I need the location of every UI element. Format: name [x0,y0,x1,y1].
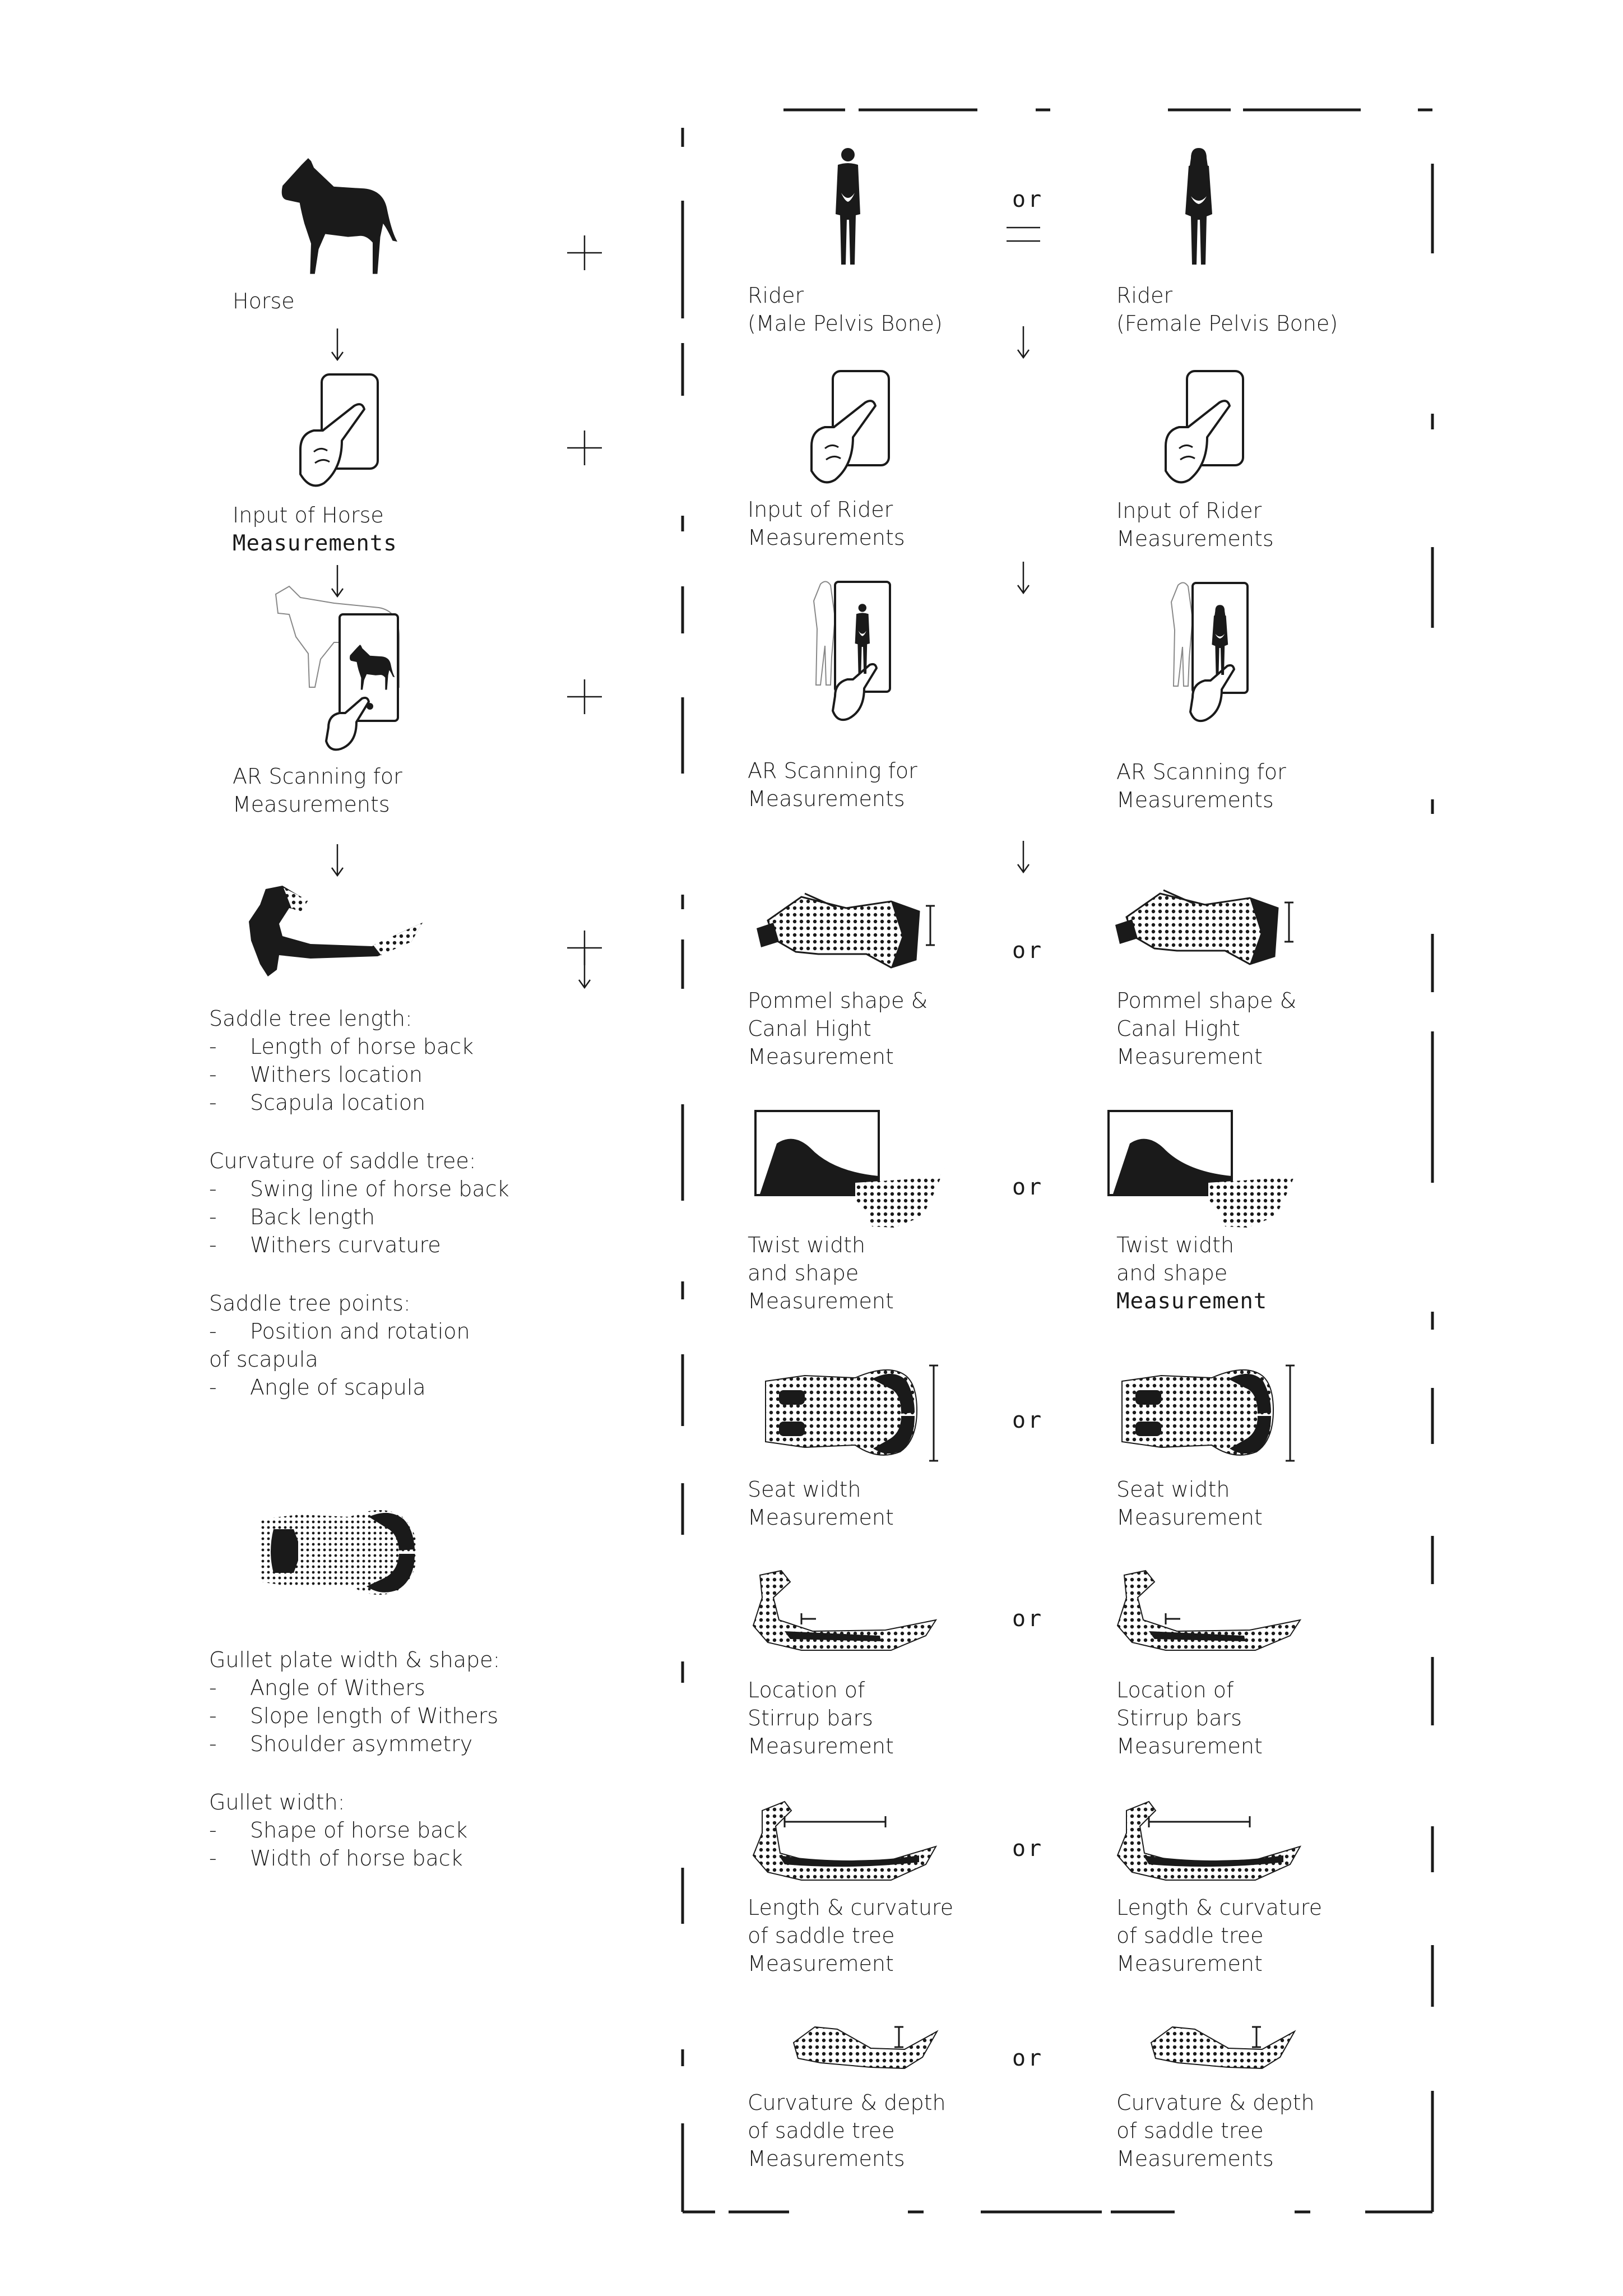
or-operator: or [1012,187,1044,212]
male-pommel-label: Pommel shape & [748,988,928,1013]
female-stirrup-label: Stirrup bars [1116,1706,1242,1730]
gullet-plate-title: Gullet plate width & shape: [209,1647,500,1672]
male-rider-title: Rider [748,283,804,308]
male-length-label: Length & curvature [748,1895,954,1920]
female-pommel-label: Pommel shape & [1116,988,1297,1013]
horse-ar-label: AR Scanning for [233,764,402,789]
female-length-label: of saddle tree [1116,1923,1264,1948]
ar-scan-rider-icon [1161,580,1255,748]
pommel-shape-icon [751,891,942,975]
female-input-label: Input of Rider [1116,498,1262,523]
female-seat-label: Seat width [1116,1477,1230,1502]
horse-ar-label-2: Measurements [233,792,390,817]
tree-length-item: Withers location [250,1062,423,1087]
female-ar-label: AR Scanning for [1116,760,1286,784]
male-twist-label: Measurement [748,1289,894,1313]
female-pommel-label: Canal Hight [1116,1016,1240,1041]
phone-touch-icon [808,370,892,489]
female-twist-label: Measurement [1116,1289,1268,1314]
tree-length-item: Scapula location [250,1090,426,1115]
female-stirrup-label: Location of [1116,1678,1234,1702]
seat-width-icon [754,1362,942,1463]
points-item: Angle of scapula [250,1375,426,1400]
male-ar-label-2: Measurements [748,786,905,811]
male-input-label-2: Measurements [748,525,905,550]
female-depth-label: of saddle tree [1116,2118,1264,2143]
female-length-label: Length & curvature [1116,1895,1323,1920]
seat-width-icon [1111,1362,1298,1463]
stirrup-bars-icon [751,1570,942,1654]
male-twist-label: Twist width [748,1233,866,1257]
gullet-width-title: Gullet width: [209,1790,345,1814]
twist-shape-icon [1107,1110,1298,1228]
pommel-shape-icon [1110,888,1300,972]
gullet-plate-item: Shoulder asymmetry [250,1732,473,1756]
female-ar-label-2: Measurements [1116,788,1274,812]
twist-shape-icon [754,1110,945,1228]
male-length-label: of saddle tree [748,1923,895,1948]
points-item: Position and rotation [250,1319,470,1344]
male-rider-icon [832,147,864,266]
horse-input-label: Input of Horse [233,503,384,527]
horse-label: Horse [233,289,295,313]
female-rider-title: Rider [1116,283,1173,308]
female-seat-label: Measurement [1116,1505,1263,1530]
tree-length-icon [1115,1799,1306,1883]
male-depth-label: Measurements [748,2146,905,2171]
female-depth-label: Curvature & depth [1116,2090,1315,2115]
tree-depth-icon [1144,2024,1301,2074]
phone-touch-icon [297,373,381,492]
male-pommel-label: Canal Hight [748,1016,871,1041]
male-stirrup-label: Measurement [748,1734,894,1758]
curvature-item: Withers curvature [250,1233,441,1257]
female-pommel-label: Measurement [1116,1044,1263,1069]
male-pommel-label: Measurement [748,1044,894,1069]
gullet-width-item: Shape of horse back [250,1818,468,1843]
points-item-cont: of scapula [209,1347,318,1372]
female-twist-label: and shape [1116,1261,1228,1285]
gullet-plate-item: Angle of Withers [250,1675,425,1700]
or-operator: or [1012,938,1044,964]
male-depth-label: Curvature & depth [748,2090,946,2115]
tree-length-item: Length of horse back [250,1034,474,1059]
phone-touch-icon [1162,370,1246,489]
horse-input-label-2: Measurements [233,531,397,556]
male-input-label: Input of Rider [748,497,893,522]
or-operator: or [1012,1836,1044,1862]
or-operator: or [1012,2045,1044,2071]
male-ar-label: AR Scanning for [748,758,917,783]
or-operator: or [1012,1174,1044,1200]
male-seat-label: Seat width [748,1477,861,1502]
saddle-tree-side-icon [243,886,428,980]
gullet-plate-item: Slope length of Withers [250,1704,499,1728]
curvature-title: Curvature of saddle tree: [209,1149,476,1173]
female-input-label-2: Measurements [1116,526,1274,551]
male-twist-label: and shape [748,1261,859,1285]
curvature-item: Swing line of horse back [250,1177,509,1201]
female-twist-label: Twist width [1116,1233,1235,1257]
male-length-label: Measurement [748,1951,894,1976]
horse-icon [266,152,406,276]
points-title: Saddle tree points: [209,1291,411,1316]
male-seat-label: Measurement [748,1505,894,1530]
male-stirrup-label: Location of [748,1678,865,1702]
female-rider-icon [1183,147,1215,266]
female-stirrup-label: Measurement [1116,1734,1263,1758]
male-stirrup-label: Stirrup bars [748,1706,873,1730]
ar-scan-rider-icon [804,578,898,747]
tree-length-title: Saddle tree length: [209,1006,412,1031]
curvature-item: Back length [250,1205,375,1229]
or-operator: or [1012,1606,1044,1632]
gullet-width-item: Width of horse back [250,1846,463,1871]
stirrup-bars-icon [1115,1570,1306,1654]
or-operator: or [1012,1408,1044,1433]
female-rider-subtitle: (Female Pelvis Bone) [1116,311,1338,336]
ar-scan-horse-icon [267,581,412,749]
tree-depth-icon [787,2024,944,2074]
male-depth-label: of saddle tree [748,2118,895,2143]
gullet-plate-icon [249,1502,423,1598]
female-depth-label: Measurements [1116,2146,1274,2171]
tree-length-icon [751,1799,942,1883]
female-length-label: Measurement [1116,1951,1263,1976]
male-rider-subtitle: (Male Pelvis Bone) [748,311,943,336]
